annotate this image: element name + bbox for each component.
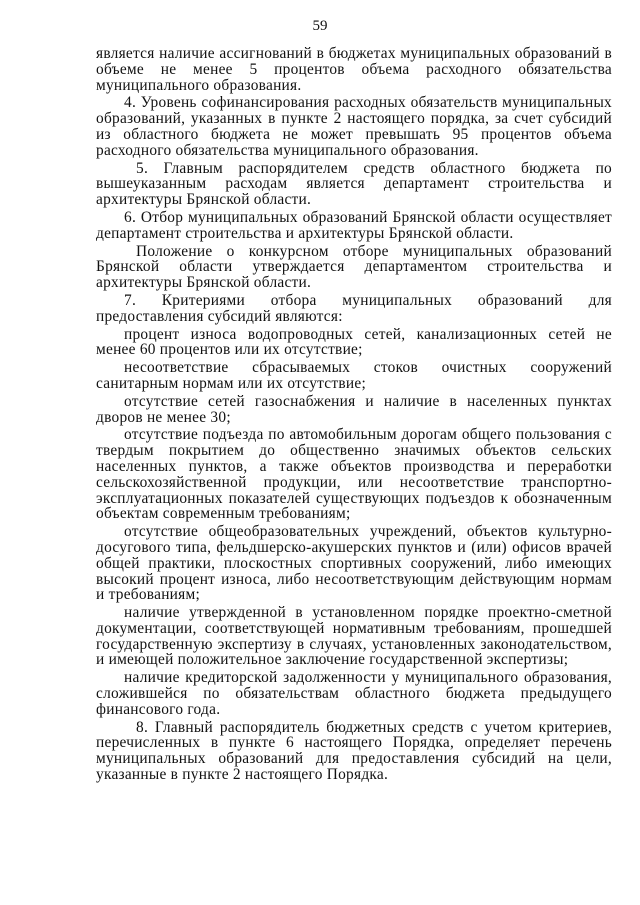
criterion-documentation: наличие утвержденной в установленном порядке проектно-сметной документации, соответствующей нормативным требованиям, прошедшей государственную экспертизу в случаях, установленных законодательством, и имеющей положительное заключение государственной экспертизы; (96, 604, 612, 669)
paragraph-item-6: 6. Отбор муниципальных образований Брянской области осуществляет департамент строительства и архитектуры Брянской области. (96, 208, 612, 242)
paragraph-item-5: 5. Главным распорядителем средств областного бюджета по вышеуказанным расходам является департамент строительства и архитектуры Брянской области. (96, 159, 612, 209)
page-number: 59 (312, 18, 328, 34)
paragraph-regulation: Положение о конкурсном отборе муниципальных образований Брянской области утверждается департаментом строительства и архитектуры Брянской области. (96, 242, 612, 292)
paragraph-item-8: 8. Главный распорядитель бюджетных средств с учетом критериев, перечисленных в пункте 6 настоящего Порядка, определяет перечень муниципальных образований для предоставления субсидий на цели, указанные в пункте 2 настоящего Порядка. (96, 718, 612, 784)
document-body (96, 46, 612, 785)
paragraph-item-7: 7. Критериями отбора муниципальных образований для предоставления субсидий являются: (96, 291, 612, 325)
criterion-water-networks: процент износа водопроводных сетей, канализационных сетей не менее 60 процентов или их отсутствие; (96, 325, 612, 359)
criterion-debt: наличие кредиторской задолженности у муниципального образования, сложившейся по обязательствам областного бюджета предыдущего финансового года. (96, 669, 612, 718)
paragraph-item-4: 4. Уровень софинансирования расходных обязательств муниципальных образований, указанных в пункте 2 настоящего порядка, за счет субсидий из областного бюджета не может превышать 95 процентов объема расходного обязательства муниципального образования. (96, 94, 612, 159)
criterion-sewage: несоответствие сбрасываемых стоков очистных сооружений санитарным нормам или их отсутствие; (96, 359, 612, 392)
criterion-gas: отсутствие сетей газоснабжения и наличие в населенных пунктах дворов не менее 30; (96, 392, 612, 426)
criterion-roads: отсутствие подъезда по автомобильным дорогам общего пользования с твердым покрытием до общественно значимых объектов сельских населенных пунктов, а также объектов производства и переработки сельскохозяйственной продукции, или несоответствие транспортно-эксплуатационных показателей существующих подъездов к обозначенным объектам современным требованиям; (96, 426, 612, 523)
paragraph-continuation: является наличие ассигнований в бюджетах муниципальных образований в объеме не менее 5 процентов объема расходного обязательства муниципального образования. (96, 45, 612, 94)
criterion-institutions: отсутствие общеобразовательных учреждений, объектов культурно-досугового типа, фельдшерско-акушерских пунктов и (или) офисов врачей общей практики, плоскостных спортивных сооружений, либо имеющих высокий процент износа, либо несоответствующим действующим нормам и требованиям; (96, 523, 612, 604)
